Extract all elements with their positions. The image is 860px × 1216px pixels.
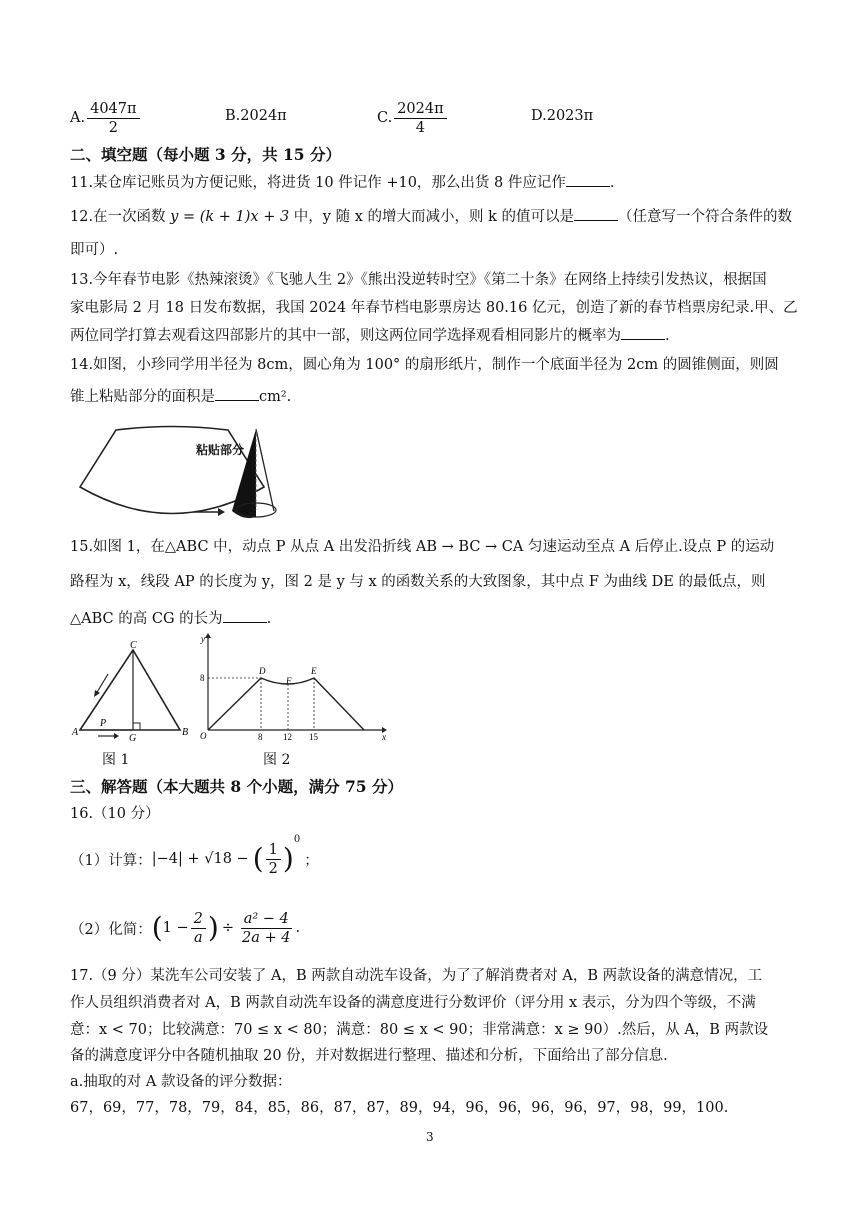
label-g: G xyxy=(129,733,137,744)
label-o: O xyxy=(200,731,207,741)
question-13-line-2: 家电影局 2 月 18 日发布数据，我国 2024 年春节档电影票房达 80.16 亿元，创造了新的春节档票房纪录.甲、乙 xyxy=(70,300,798,316)
tick-y8: 8 xyxy=(200,673,205,683)
question-17-line-1: 17.（9 分）某洗车公司安装了 A，B 两款自动洗车设备，为了了解消费者对 A，B 两款设备的满意情况，工 xyxy=(70,968,763,984)
label-b: B xyxy=(182,727,189,738)
question-17-line-5: a.抽取的对 A 款设备的评分数据： xyxy=(70,1074,292,1090)
answer-blank xyxy=(574,206,618,221)
option-b: B.2024π xyxy=(225,108,287,124)
tick-x15: 15 xyxy=(309,732,318,742)
option-a: A. $\frac{4047\pi}{2}$ xyxy=(70,96,142,140)
question-15-line-3: △ABC 的高 CG 的长为 . xyxy=(70,608,271,629)
section-2-heading: 二、填空题（每小题 3 分，共 15 分） xyxy=(70,145,341,164)
answer-blank xyxy=(566,172,610,187)
label-e: E xyxy=(311,666,317,676)
glued-part-label: 粘贴部分 xyxy=(196,443,245,457)
question-13-line-3: 两位同学打算去观看这四部影片的其中一部，则这两位同学选择观看相同影片的概率为 . xyxy=(70,325,670,346)
cone-figure xyxy=(230,425,300,525)
question-13-line-1: 13.今年春节电影《热辣滚烫》《飞驰人生 2》《熊出没逆转时空》《第二十条》在网络上持续引发热议，根据国 xyxy=(70,272,767,288)
two-over-a-fraction: $\frac{2}{a}$ xyxy=(191,910,206,947)
figure-2-caption: 图 2 xyxy=(263,752,291,768)
option-d: D.2023π xyxy=(531,108,594,124)
section-3-heading: 三、解答题（本大题共 8 个小题，满分 75 分） xyxy=(70,777,403,796)
label-f: F xyxy=(286,676,292,686)
label-y: y xyxy=(201,634,205,644)
tick-x8: 8 xyxy=(258,732,263,742)
arrow-ab-head xyxy=(114,733,119,739)
half-fraction: $\frac{1}{2}$ xyxy=(266,841,281,878)
question-17-line-3: 意：x < 70；比较满意：70 ≤ x < 80；满意：80 ≤ x < 90；非常满意：x ≥ 90）.然后，从 A，B 两款设 xyxy=(70,1022,769,1038)
question-16-part-1: （1）计算： |−4| + √18 − ( $\frac{1}{2}$ ) 0 ； xyxy=(70,834,319,877)
function-graph-figure xyxy=(198,632,388,744)
label-x: x xyxy=(382,732,386,742)
question-17-line-4: 备的满意度评分中各随机抽取 20 份，并对数据进行整理、描述和分析，下面给出了部分信息. xyxy=(70,1048,668,1064)
question-11: 11.某仓库记账员为方便记账，将进货 10 件记作 +10，那么出货 8 件应记作 . xyxy=(70,172,615,193)
question-12-cont: 即可）. xyxy=(70,242,119,258)
label-d: D xyxy=(259,666,266,676)
question-14-line-2: 锥上粘贴部分的面积是 cm². xyxy=(70,386,291,407)
tick-x12: 12 xyxy=(283,732,292,742)
question-17-line-2: 作人员组织消费者对 A，B 两款自动洗车设备的满意度进行分数评价（评分用 x 表示，分为四个等级，不满 xyxy=(70,995,756,1011)
option-a-fraction: $\frac{4047\pi}{2}$ xyxy=(87,100,139,137)
arrow-ca-head xyxy=(94,690,100,697)
arrow-head xyxy=(218,508,225,516)
option-c: C. $\frac{2024\pi}{4}$ xyxy=(377,96,449,140)
cone-edge xyxy=(256,429,274,511)
question-16-part-2: （2）化简： ( 1 − $\frac{2}{a}$ ) ÷ $\frac{\text{a² − 4}}{2a + 4}$ . xyxy=(70,910,301,946)
right-angle-mark xyxy=(133,723,140,730)
label-c: C xyxy=(130,640,137,651)
question-14-line-1: 14.如图，小珍同学用半径为 8cm，圆心角为 100° 的扇形纸片，制作一个底面半径为 2cm 的圆锥侧面，则圆 xyxy=(70,357,779,373)
label-a: A xyxy=(72,727,79,738)
figure-1-caption: 图 1 xyxy=(102,752,130,768)
question-16-title: 16.（10 分） xyxy=(70,806,160,822)
score-data: 67，69，77，78，79，84，85，86，87，87，89，94，96，96，96，96，97，98，99，100. xyxy=(70,1100,729,1116)
triangle-figure xyxy=(70,638,195,744)
exponent-zero: 0 xyxy=(293,834,301,845)
question-15-line-1: 15.如图 1，在△ABC 中，动点 P 从点 A 出发沿折线 AB → BC → CA 匀速运动至点 A 后停止.设点 P 的运动 xyxy=(70,539,775,555)
answer-blank xyxy=(621,325,665,340)
answer-blank xyxy=(215,386,259,401)
y-axis-arrow xyxy=(205,633,211,638)
answer-blank xyxy=(223,608,267,623)
question-15-line-2: 路程为 x，线段 AP 的长度为 y，图 2 是 y 与 x 的函数关系的大致图象，其中点 F 为曲线 DE 的最低点，则 xyxy=(70,574,766,590)
option-c-fraction: $\frac{2024\pi}{4}$ xyxy=(394,100,446,137)
label-p: P xyxy=(100,718,107,729)
quadratic-fraction: $\frac{\text{a² − 4}}{2a + 4}$ xyxy=(241,910,291,946)
question-12: 12.在一次函数 y = (k + 1)x + 3 中，y 随 x 的增大而减小，则 k 的值可以是 （任意写一个符合条件的数 xyxy=(70,206,792,227)
page-number: 3 xyxy=(426,1130,434,1144)
